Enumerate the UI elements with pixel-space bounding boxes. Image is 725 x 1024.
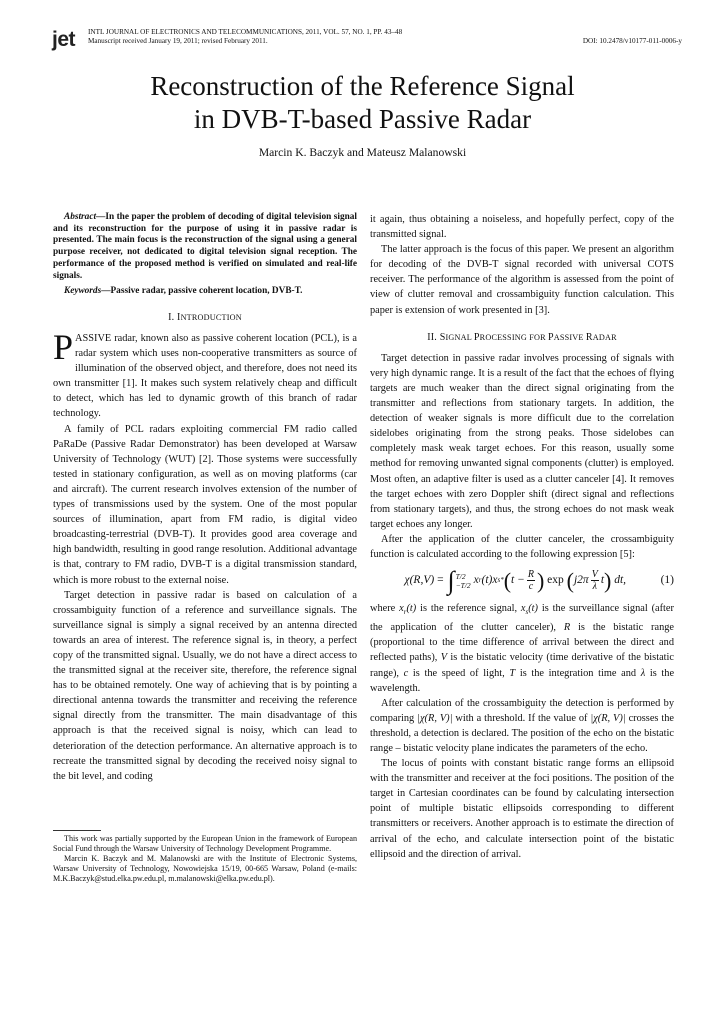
crossambiguity-formula: χ( R , V ) = ∫ T/2 −T/2 x r (t)x s * ( t − $\frac{R}{c}$ ) exp ( j2π $\frac{V}{\lambda}$ t ) dt, xyxy=(404,565,627,595)
intro-paragraph-4: The latter approach is the focus of this paper. We present an algorithm for decoding of the DVB-T signal recorded with universal COTS receiver. The performance of the algorithm is assessed from the point of view of clutter removal and crossambiguity function calculation. This paper is extension of work presented in [3]. xyxy=(370,244,674,316)
section-heading-signal-processing: II. SIGNAL PROCESSING FOR PASSIVE RADAR xyxy=(427,331,617,343)
left-column xyxy=(53,212,357,784)
manuscript-dates: Manuscript received January 19, 2011; revised February 2011. xyxy=(88,37,268,45)
intro-paragraph-2: A family of PCL radars exploiting commercial FM radio called PaRaDe (Passive Radar Demonstrator) has been developed at Warsaw University of Technology (WUT) [2]. Those systems were successfully tested in stationary configuration, as well as on moving platforms (car and aircraft). The current research involves extension of the number of types of transmissions used by the system. One of the most popular sources of illumination, apart from FM radio, is digital video broadcasting-terrestrial (DVB-T). It provides good area coverage and high bandwidth, resulting in good range resolution. Additional advantage is that, contrary to FM radio, DVB-T is a digital transmission standard, which is more robust to the external noise. xyxy=(53,423,357,586)
footnote-rule xyxy=(53,830,101,831)
right-column xyxy=(370,212,674,862)
authors: Marcin K. Baczyk and Mateusz Malanowski xyxy=(258,146,467,159)
sp-paragraph-2: After the application of the clutter canceler, the crossambiguity function is calculated according to the following expression [5]: xyxy=(370,533,674,560)
footnote-affiliation: Marcin K. Baczyk and M. Malanowski are with the Institute of Electronic Systems, Warsaw University of Technology, Nowowiejska 15/19, 00-665 Warsaw, Poland (e-mails: M.K.Baczyk@stud.elka.pw.edu.pl, m.malanowski@elka.pw.edu.pl). xyxy=(53,853,357,883)
title-line-2: in DVB-T-based Passive Radar xyxy=(193,104,532,134)
sp-paragraph-1: Target detection in passive radar involves processing of signals with very high dynamic range. It is a result of the fact that the echoes of flying targets are much weaker than the direct signal originating from the transmitter and reflections from stationary targets. In addition, the detection of weaker signals is more difficult due to the correlation sidelobes originating from the strong peaks. Those sidelobes can completely mask weak target echoes. For this reason, usually some method for removing unwanted signal components (clutter) is employed. Most often, an adaptive filter is used as a clutter canceler [4]. It removes the target echoes with zero Doppler shift (direct signal and reflections from stationary targets), and thus, the strong echoes do not mask weak target echoes any longer. xyxy=(370,352,674,530)
abstract-text: —In the paper the problem of decoding of digital television signal and its reconstruction for the purpose of using it in passive radar is presented. The main focus is the reconstruction of the signal using a general purpose receiver, not dedicated to digital television signal reception. The performance of the proposed method is verified on simulated and real-life signals. xyxy=(53,212,357,281)
section-heading-introduction: I. INTRODUCTION xyxy=(168,311,242,323)
equation-1 xyxy=(370,565,674,595)
sp-paragraph-5: The locus of points with constant bistatic range forms an ellipsoid with the transmitter and receiver at the foci positions. The position of the target in Cartesian coordinates can be found by calculating intersection point of multiple bistatic ellipsoids corresponding to different transmitters or receivers. Another approach is to estimate the direction of arrival of the echo, and calculate intersection point of the bistatic ellipsoid and the direction of arrival. xyxy=(370,758,674,860)
intro-paragraph-3: Target detection in passive radar is based on calculation of a crossambiguity function of a reference and surveillance signals. The surveillance signal is simply a signal received by an antenna directed towards an area of interest. The reference signal is, in theory, a perfect copy of the transmitted signal. Usually, we do not have a direct access to the transmitted signal at the receiver site, therefore, the reference signal has to be obtained remotely. One way of achieving that is by pointing a directional antenna towards the transmitter and receiving the reference signal directly from the transmitter. The main disadvantage of this approach is that the received signal is noisy, which can lead to deterioration of the detection performance. An alternative approach is to recreate the transmitted signal by decoding the received noisy signal to the bit level, and coding xyxy=(53,589,357,782)
abstract xyxy=(53,212,357,282)
title-line-1: Reconstruction of the Reference Signal xyxy=(150,71,575,101)
footnote-funding: This work was partially supported by the European Union in the framework of European Social Fund through the Warsaw University of Technology Development Programme. xyxy=(53,834,357,853)
sp-paragraph-3: where $x_r(t)$ is the reference signal, $x_s(t)$ is the surveillance signal (after the application of the clutter canceler), R is the bistatic range (proportional to the time difference of arrival between the direct and reflected paths), V is the bistatic velocity (time derivative of the bistatic range), c is the speed of light, T is the integration time and λ is the wavelength. xyxy=(370,603,675,694)
intro-continuation: it again, thus obtaining a noiseless, and hopefully perfect, copy of the transmitted signal. xyxy=(370,214,674,241)
abstract-label: Abstract xyxy=(64,212,97,222)
keywords-text: —Passive radar, passive coherent location, DVB-T. xyxy=(101,286,303,297)
equation-number: (1) xyxy=(660,574,674,587)
intro-paragraph-1: PASSIVE radar, known also as passive coherent location (PCL), is a radar system which uses non-cooperative transmitters as source of illumination of the observed object, and therefore, does not need its own transmitter [1]. It makes such system relatively cheap and difficult to detect, which has led to dynamic growth of this branch of radar technology. xyxy=(53,327,357,420)
journal-logo: jet xyxy=(52,28,76,51)
drop-cap: P xyxy=(53,327,74,368)
journal-header xyxy=(52,26,682,54)
paper-title xyxy=(60,70,665,136)
journal-citation: INTL JOURNAL OF ELECTRONICS AND TELECOMMUNICATIONS, 2011, VOL. 57, NO. 1, PP. 43–48 xyxy=(88,28,403,36)
doi: DOI: 10.2478/v10177-011-0006-y xyxy=(582,37,682,45)
sp-paragraph-4: After calculation of the crossambiguity the detection is performed by comparing |χ(R, V)| with a threshold. If the value of |χ(R, V)| crosses the threshold, a detection is declared. The position of the echo on the bistatic range – bistatic velocity plane indicates the parameters of the echo. xyxy=(370,697,674,754)
keywords xyxy=(53,286,357,298)
footnotes xyxy=(53,834,357,884)
keywords-label: Keywords xyxy=(64,286,102,297)
